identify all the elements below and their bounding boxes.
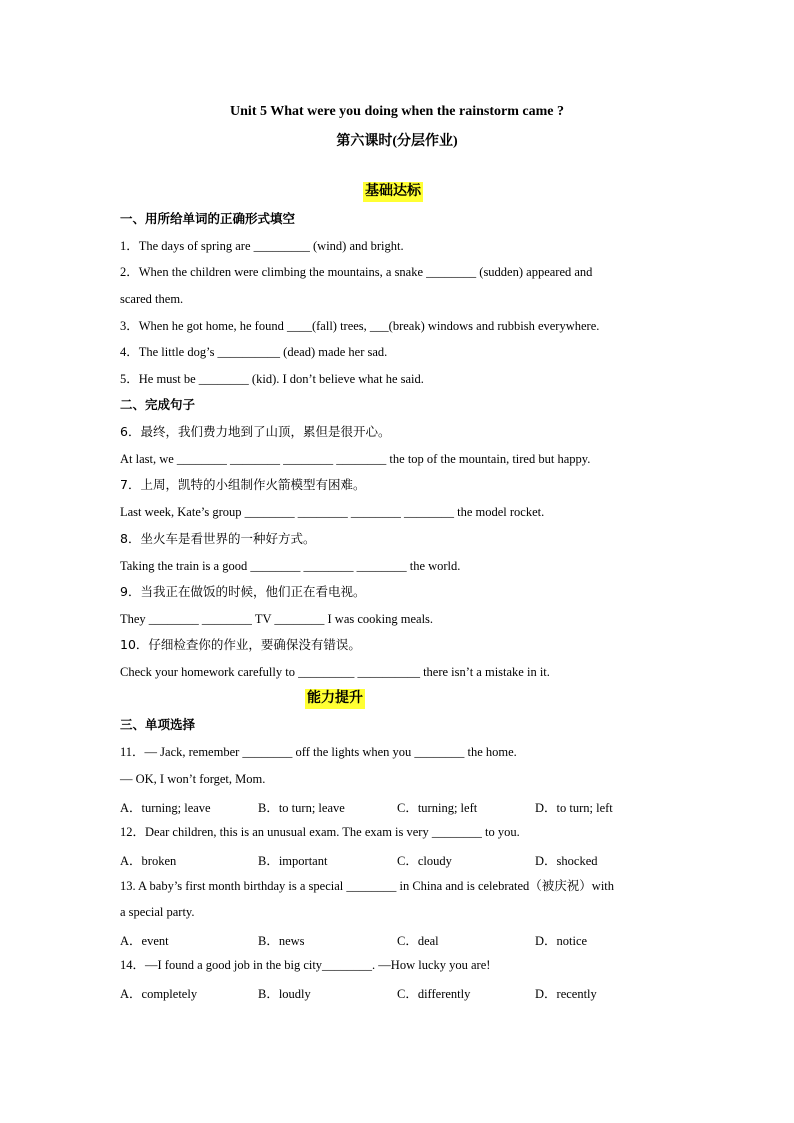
question-12-option-a: A．broken (120, 854, 177, 868)
question-3: 3．When he got home, he found ____(fall) trees, ___(break) windows and rubbish everywhere. (120, 319, 600, 333)
question-6-english: At last, we ________ ________ ________ ________ the top of the mountain, tired but happy. (120, 452, 591, 466)
question-14-option-a: A．completely (120, 987, 198, 1001)
question-13-option-b: B．news (258, 934, 305, 948)
section2-heading: 二、完成句子 (120, 397, 196, 412)
question-7-chinese: 7．上周，凯特的小组制作火箭模型有困难。 (120, 477, 366, 492)
question-11-option-d: D．to turn; left (535, 801, 613, 815)
question-4: 4．The little dog’s __________ (dead) made her sad. (120, 345, 388, 359)
question-8-chinese: 8．坐火车是看世界的一种好方式。 (120, 531, 316, 546)
question-9-english: They ________ ________ TV ________ I was cooking meals. (120, 612, 434, 626)
section1-heading: 一、用所给单词的正确形式填空 (120, 211, 296, 226)
question-12: 12．Dear children, this is an unusual exam. The exam is very ________ to you. (120, 825, 520, 839)
question-8-english: Taking the train is a good ________ ________ ________ the world. (120, 559, 461, 573)
question-12-option-c: C．cloudy (397, 854, 452, 868)
question-11-line1: 11．— Jack, remember ________ off the lights when you ________ the home. (120, 745, 517, 759)
question-12-option-b: B．important (258, 854, 328, 868)
level-basic-heading: 基础达标 (363, 182, 423, 202)
unit-title: Unit 5 What were you doing when the rainstorm came ? (230, 104, 564, 119)
question-2-line1: 2．When the children were climbing the mountains, a snake ________ (sudden) appeared and (120, 265, 593, 279)
question-9-chinese: 9．当我正在做饭的时候，他们正在看电视。 (120, 584, 366, 599)
question-13-line1: 13. A baby’s first month birthday is a special ________ in China and is celebrated（被庆祝）with (120, 879, 615, 893)
question-10-english: Check your homework carefully to _________ __________ there isn’t a mistake in it. (120, 665, 550, 679)
question-12-option-d: D．shocked (535, 854, 598, 868)
question-13-line2: a special party. (120, 905, 195, 919)
question-11-line2: — OK, I won’t forget, Mom. (120, 772, 266, 786)
level-advanced-heading: 能力提升 (305, 689, 365, 709)
question-14-option-c: C．differently (397, 987, 471, 1001)
question-11-option-c: C．turning; left (397, 801, 478, 815)
question-14-option-d: D．recently (535, 987, 597, 1001)
question-7-english: Last week, Kate’s group ________ ________ ________ ________ the model rocket. (120, 505, 545, 519)
question-11-option-a: A．turning; leave (120, 801, 211, 815)
question-1: 1．The days of spring are _________ (wind) and bright. (120, 239, 404, 253)
question-5: 5．He must be ________ (kid). I don’t believe what he said. (120, 372, 424, 386)
question-2-line2: scared them. (120, 292, 184, 306)
question-6-chinese: 6．最终，我们费力地到了山顶，累但是很开心。 (120, 424, 391, 439)
question-13-option-d: D．notice (535, 934, 588, 948)
section3-heading: 三、单项选择 (120, 717, 196, 732)
question-11-option-b: B．to turn; leave (258, 801, 345, 815)
question-14: 14．—I found a good job in the big city________. —How lucky you are! (120, 958, 491, 972)
question-13-option-c: C．deal (397, 934, 439, 948)
lesson-subtitle: 第六课时(分层作业) (336, 134, 458, 149)
question-13-option-a: A．event (120, 934, 169, 948)
question-14-option-b: B．loudly (258, 987, 311, 1001)
question-10-chinese: 10．仔细检查你的作业，要确保没有错误。 (120, 637, 361, 652)
